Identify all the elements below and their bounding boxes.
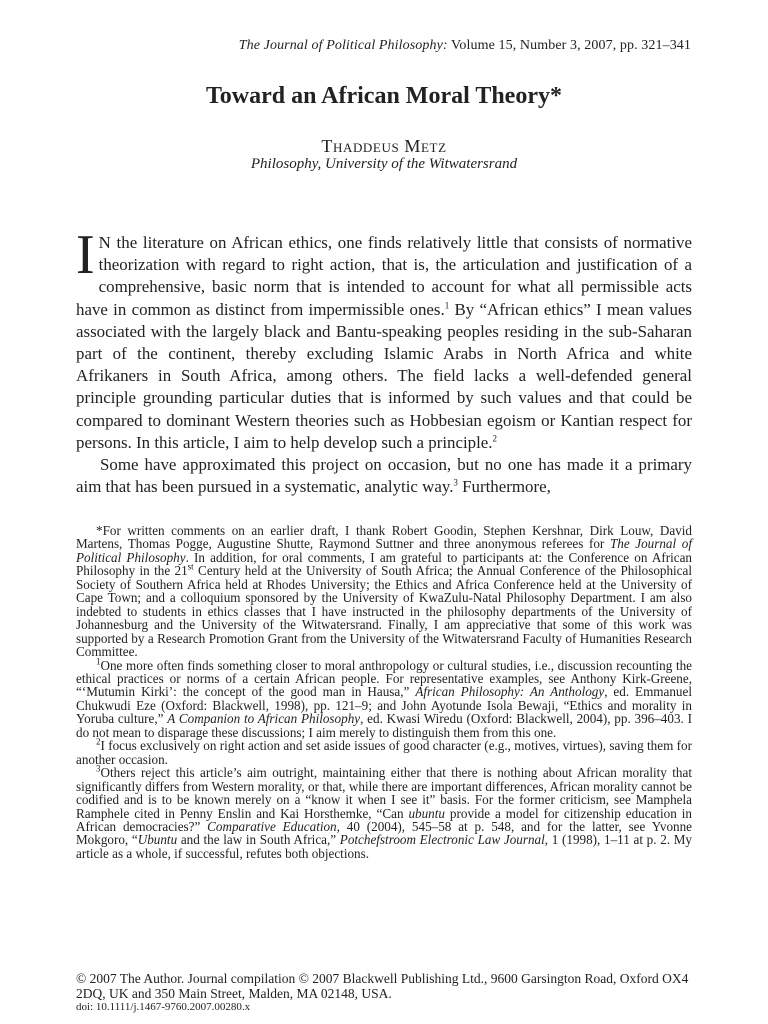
body-text: [76, 224, 692, 498]
doi-link[interactable]: doi: 10.1111/j.1467-9760.2007.00280.x: [76, 1001, 251, 1013]
footnote-text: I focus exclusively on right action and set aside issues of good character (e.g., motives, virtues), saving them for another occasion.: [76, 738, 692, 767]
citation-title: A Companion to African Philosophy: [167, 711, 361, 727]
footnote-text: Century held at the University of South Africa; the Annual Conference of the Philosophical Society of Southern Africa held at Rhodes University; the Ethics and Africa Conference held at the University of Cape Town; and a colloquium sponsored by the University of KwaZulu-Natal Philosophy Department. I am also indebted to students in ethics classes that I have instructed in the philosophy departments of the University of Johannesburg and the University of the Witwatersrand. Finally, I am appreciative that some of this work was supported by a Research Promotion Grant from the University of the Witwatersrand Faculty of Humanities Research Committee.: [76, 563, 692, 660]
footnote-number: 1: [96, 656, 101, 667]
article-title: Toward an African Moral Theory*: [205, 83, 562, 109]
footnote-ref-2[interactable]: 2: [492, 433, 498, 444]
footnote-text: , 40 (2004), 545–58 at p. 548, and for the latter, see Yvonne Mokgoro, “: [76, 818, 692, 848]
footnote-text: , ed. Emmanuel Chukwudi Eze (Oxford: Blackwell, 1998), pp. 121–9; and John Ayotunde Isola Bewaji, “Ethics and morality in Yoruba culture,”: [76, 684, 692, 727]
author-name: Thaddeus Metz: [321, 136, 447, 156]
copyright-notice: © 2007 The Author. Journal compilation © 2007 Blackwell Publishing Ltd., 9600 Garsington Road, Oxford OX4 2DQ, UK and 350 Main Street, Malden, MA 02148, USA.: [76, 971, 689, 1001]
paragraph-text: Furthermore,: [457, 477, 551, 497]
footnote-text: , ed. Kwasi Wiredu (Oxford: Blackwell, 2004), pp. 396–403. I do not mean to disparage these discussions; I aim merely to distinguish them from this one.: [76, 711, 692, 740]
footnote-text: and the law in South Africa,”: [177, 832, 340, 848]
footnote-star: [76, 524, 692, 659]
footnotes: [76, 524, 692, 860]
ordinal-suffix: st: [187, 561, 194, 572]
author-affiliation: Philosophy, University of the Witwatersrand: [250, 156, 518, 172]
footnote-number: 3: [96, 763, 101, 774]
footnote-2: [76, 736, 692, 767]
citation-title: Potchefstroom Electronic Law Journal: [339, 832, 545, 848]
footnote-text: provide a model for citizenship education in African democracies?”: [76, 805, 692, 834]
footnote-text: . In addition, for oral comments, I am grateful to participants at: the Conference on African Philosophy in the 21: [76, 549, 692, 579]
citation-term: Ubuntu: [137, 832, 178, 848]
paragraph-text: By “African ethics” I mean values associated with the largely black and Bantu-speaking peoples residing in the sub-Saharan part of the continent, thereby excluding Islamic Arabs in North Africa and white Afrikaners in South Africa, among others. The field lacks a well-defended general principle grounding particular duties that is informed by such values and that could be compared to dominant Western theories such as Hobbesian egoism or Kantian respect for persons. In this article, I aim to help develop such a principle.: [76, 299, 692, 452]
paragraph-text: Some have approximated this project on occasion, but no one has made it a primary aim that has been pursued in a systematic, analytic way.: [76, 455, 692, 497]
footnote-ref-3[interactable]: 3: [453, 477, 458, 488]
running-head: [239, 38, 691, 54]
journal-name: The Journal of Political Philosophy:: [238, 38, 448, 53]
issue-info: Volume 15, Number 3, 2007, pp. 321–341: [447, 38, 691, 53]
journal-title-ref: The Journal of Political Philosophy: [76, 536, 692, 565]
footnote-text: , 1 (1998), 1–11 at p. 2. My article as a whole, if successful, refutes both objections.: [76, 832, 692, 861]
footnote-number: 2: [96, 736, 101, 747]
citation-term: ubuntu: [408, 805, 445, 821]
footnote-text: Others reject this article’s aim outright, maintaining either that there is nothing about African morality that significantly differs from Western morality, or that, while there are important differences, African morality cannot be codified and is to be known merely on a “know it when I see it” basis. For the former criticism, see Mamphela Ramphele cited in Penny Enslin and Kai Horsthemke, “Can: [76, 765, 692, 821]
footnote-text: *For written comments on an earlier draft, I thank Robert Goodin, Stephen Kershnar, Dirk Louw, David Martens, Thomas Pogge, Augustine Shutte, Raymond Suttner and three anonymous referees for: [76, 523, 692, 552]
paragraph-text: N the literature on African ethics, one finds relatively little that consists of normative theorization with regard to right action, that is, the articulation and justification of a comprehensive, basic norm that is intended to account for what all permissible acts have in common as distinct from impermissible ones.: [76, 233, 692, 319]
paragraph-2: [76, 454, 692, 498]
footnote-3: [76, 763, 692, 861]
citation-title: Comparative Education: [207, 818, 337, 834]
footnote-ref-1[interactable]: 1: [444, 299, 450, 310]
drop-cap: I: [76, 224, 95, 286]
citation-title: African Philosophy: An Anthology: [415, 684, 605, 700]
footnote-1: [76, 656, 692, 740]
footnote-text: One more often finds something closer to moral anthropology or cultural studies, i.e., discussion recounting the ethical practices or norms of a certain African people. For representative examples, see Anthony Kirk-Greene, “‘Mutumin Kirki’: the concept of the good man in Hausa,”: [76, 657, 692, 700]
paragraph-1: [76, 224, 692, 454]
